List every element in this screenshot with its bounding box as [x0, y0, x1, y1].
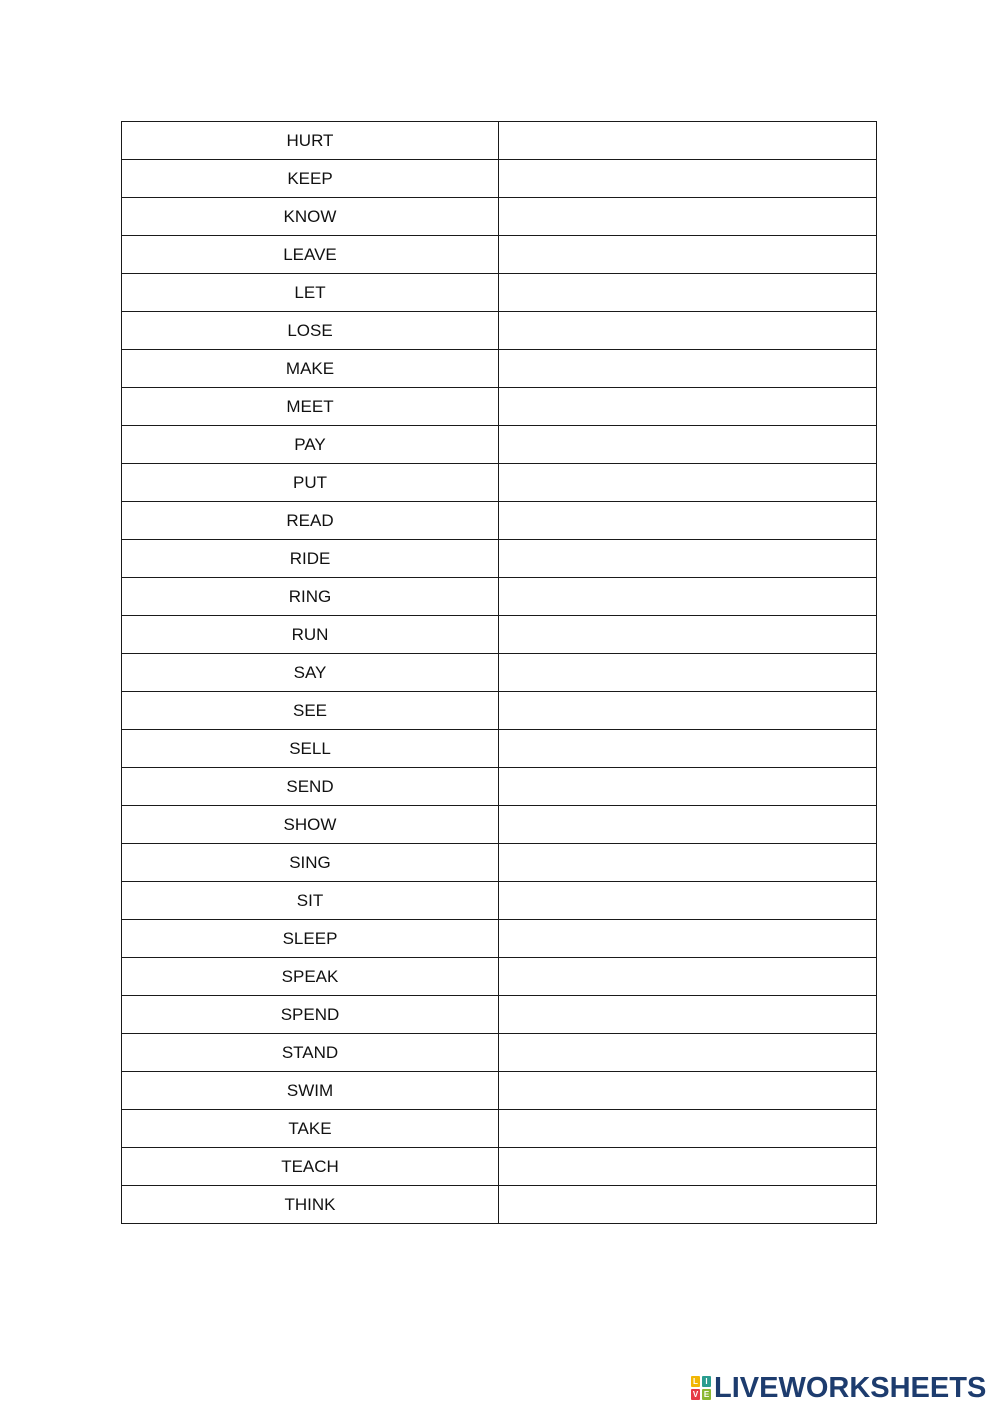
- table-row: [122, 616, 877, 654]
- answer-cell[interactable]: [499, 958, 877, 996]
- answer-cell[interactable]: [499, 882, 877, 920]
- table-row: [122, 464, 877, 502]
- table-row: [122, 768, 877, 806]
- table-row: [122, 844, 877, 882]
- verb-cell: LEAVE: [122, 236, 499, 274]
- table-row: [122, 996, 877, 1034]
- answer-cell[interactable]: [499, 616, 877, 654]
- answer-cell[interactable]: [499, 274, 877, 312]
- verb-cell: KNOW: [122, 198, 499, 236]
- answer-cell[interactable]: [499, 730, 877, 768]
- table-row: [122, 1148, 877, 1186]
- table-row: [122, 1034, 877, 1072]
- answer-cell[interactable]: [499, 388, 877, 426]
- answer-cell[interactable]: [499, 1034, 877, 1072]
- answer-cell[interactable]: [499, 806, 877, 844]
- table-row: [122, 692, 877, 730]
- verb-cell: PUT: [122, 464, 499, 502]
- verb-cell: SING: [122, 844, 499, 882]
- verb-cell: RUN: [122, 616, 499, 654]
- answer-cell[interactable]: [499, 578, 877, 616]
- verb-cell: SAY: [122, 654, 499, 692]
- liveworksheets-logo-icon: [691, 1376, 711, 1400]
- verb-cell: LET: [122, 274, 499, 312]
- answer-cell[interactable]: [499, 160, 877, 198]
- answer-cell[interactable]: [499, 844, 877, 882]
- answer-cell[interactable]: [499, 654, 877, 692]
- verb-cell: SEE: [122, 692, 499, 730]
- verb-cell: SIT: [122, 882, 499, 920]
- answer-cell[interactable]: [499, 768, 877, 806]
- liveworksheets-logo: [691, 1372, 986, 1404]
- verb-cell: MEET: [122, 388, 499, 426]
- verb-cell: PAY: [122, 426, 499, 464]
- table-row: [122, 806, 877, 844]
- answer-cell[interactable]: [499, 350, 877, 388]
- table-row: [122, 540, 877, 578]
- table-row: [122, 236, 877, 274]
- answer-cell[interactable]: [499, 502, 877, 540]
- table-row: [122, 654, 877, 692]
- answer-cell[interactable]: [499, 236, 877, 274]
- table-row: [122, 1110, 877, 1148]
- verb-cell: READ: [122, 502, 499, 540]
- table-row: [122, 958, 877, 996]
- logo-mark-square: E: [703, 1389, 710, 1399]
- verb-cell: MAKE: [122, 350, 499, 388]
- answer-cell[interactable]: [499, 540, 877, 578]
- verb-table: [121, 121, 877, 1224]
- verb-cell: THINK: [122, 1186, 499, 1224]
- verb-cell: RING: [122, 578, 499, 616]
- table-row: [122, 1186, 877, 1224]
- answer-cell[interactable]: [499, 426, 877, 464]
- verb-table-body: [122, 122, 877, 1224]
- verb-cell: SPEND: [122, 996, 499, 1034]
- verb-cell: SPEAK: [122, 958, 499, 996]
- table-row: [122, 1072, 877, 1110]
- table-row: [122, 160, 877, 198]
- verb-cell: SWIM: [122, 1072, 499, 1110]
- table-row: [122, 122, 877, 160]
- table-row: [122, 502, 877, 540]
- verb-cell: SLEEP: [122, 920, 499, 958]
- verb-cell: RIDE: [122, 540, 499, 578]
- table-row: [122, 730, 877, 768]
- table-row: [122, 920, 877, 958]
- logo-mark-square: I: [702, 1376, 711, 1387]
- answer-cell[interactable]: [499, 464, 877, 502]
- liveworksheets-wordmark: LIVEWORKSHEETS: [714, 1371, 987, 1404]
- verb-cell: SELL: [122, 730, 499, 768]
- table-row: [122, 350, 877, 388]
- verb-cell: TEACH: [122, 1148, 499, 1186]
- verb-cell: HURT: [122, 122, 499, 160]
- answer-cell[interactable]: [499, 996, 877, 1034]
- answer-cell[interactable]: [499, 122, 877, 160]
- answer-cell[interactable]: [499, 1110, 877, 1148]
- answer-cell[interactable]: [499, 692, 877, 730]
- table-row: [122, 198, 877, 236]
- logo-mark-square: L: [691, 1376, 700, 1387]
- verb-cell: SEND: [122, 768, 499, 806]
- verb-cell: LOSE: [122, 312, 499, 350]
- answer-cell[interactable]: [499, 1072, 877, 1110]
- answer-cell[interactable]: [499, 312, 877, 350]
- verb-cell: SHOW: [122, 806, 499, 844]
- answer-cell[interactable]: [499, 920, 877, 958]
- verb-cell: STAND: [122, 1034, 499, 1072]
- answer-cell[interactable]: [499, 1148, 877, 1186]
- verb-cell: KEEP: [122, 160, 499, 198]
- table-row: [122, 882, 877, 920]
- table-row: [122, 426, 877, 464]
- table-row: [122, 578, 877, 616]
- logo-mark-square: V: [692, 1389, 699, 1399]
- verb-cell: TAKE: [122, 1110, 499, 1148]
- table-row: [122, 274, 877, 312]
- answer-cell[interactable]: [499, 1186, 877, 1224]
- answer-cell[interactable]: [499, 198, 877, 236]
- table-row: [122, 388, 877, 426]
- table-row: [122, 312, 877, 350]
